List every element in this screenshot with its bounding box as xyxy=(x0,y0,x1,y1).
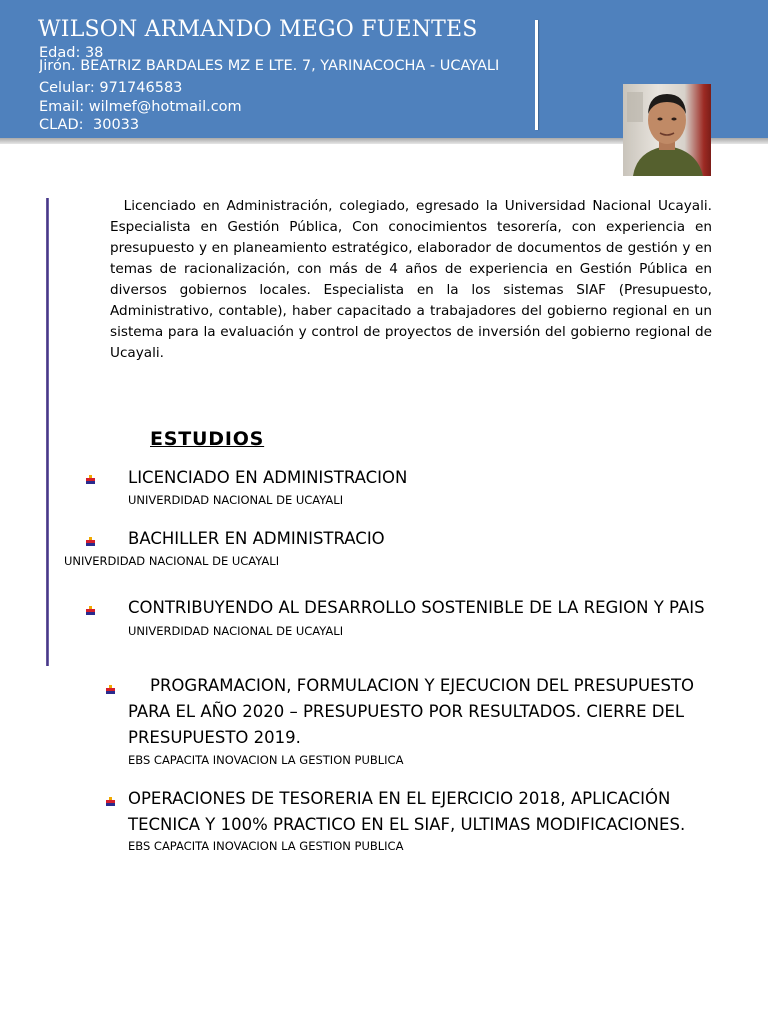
studies-title: ESTUDIOS xyxy=(150,428,265,450)
bullet-icon xyxy=(86,475,95,484)
bullet-icon xyxy=(106,685,115,694)
profile-text: Licenciado en Administración, colegiado, egresado la Universidad Nacional Ucayali. Especialista en Gestión Pública, Con conocimientos tesorería, con experiencia en presupuesto y en planeamiento estratégico, elaborador de documentos de gestión y en temas de racionalización, con más de 4 años de experiencia en Gestión Pública en diversos gobiernos locales. Especialista en la los sistemas SIAF (Presupuesto, Administrativo, contable), haber capacitado a trabajadores del gobierno regional en un sistema para la evaluación y control de proyectos de inversión del gobierno regional de Ucayali. xyxy=(110,198,712,361)
profile-photo xyxy=(623,84,711,176)
study-institution-3: UNIVERDIDAD NACIONAL DE UCAYALI xyxy=(128,624,344,638)
study-title-1: LICENCIADO EN ADMINISTRACION xyxy=(128,468,408,487)
study-institution-5: EBS CAPACITA INOVACION LA GESTION PUBLICA xyxy=(128,839,404,853)
study-institution-4: EBS CAPACITA INOVACION LA GESTION PUBLICA xyxy=(128,753,404,767)
candidate-name: WILSON ARMANDO MEGO FUENTES xyxy=(38,17,478,42)
bullet-icon xyxy=(106,797,115,806)
age-text: Edad: 38 xyxy=(39,45,104,61)
study-title-3: CONTRIBUYENDO AL DESARROLLO SOSTENIBLE DE LA REGION Y PAIS xyxy=(128,598,705,617)
phone-text: Celular: 971746583 xyxy=(39,80,183,96)
study-title-2: BACHILLER EN ADMINISTRACIO xyxy=(128,529,385,548)
email-text: Email: wilmef@hotmail.com xyxy=(39,99,242,115)
header-divider xyxy=(535,20,538,130)
study-title-5: OPERACIONES DE TESORERIA EN EL EJERCICIO 2018, APLICACIÓN TECNICA Y 100% PRACTICO EN EL SIAF, ULTIMAS MODIFICACIONES. xyxy=(128,789,686,834)
study-institution-1: UNIVERDIDAD NACIONAL DE UCAYALI xyxy=(128,493,344,507)
clad-label: CLAD: xyxy=(39,117,84,133)
study-institution-2: UNIVERDIDAD NACIONAL DE UCAYALI xyxy=(64,554,280,568)
profile-summary xyxy=(110,196,712,364)
left-accent-line xyxy=(46,198,49,666)
clad-value: 30033 xyxy=(93,117,140,133)
study-title-4: PROGRAMACION, FORMULACION Y EJECUCION DEL PRESUPUESTO PARA EL AÑO 2020 – PRESUPUESTO POR RESULTADOS. CIERRE DEL PRESUPUESTO 2019. xyxy=(128,676,695,747)
address-text: Jirón. BEATRIZ BARDALES MZ E LTE. 7, YARINACOCHA - UCAYALI xyxy=(39,58,500,74)
bullet-icon xyxy=(86,606,95,615)
bullet-icon xyxy=(86,537,95,546)
